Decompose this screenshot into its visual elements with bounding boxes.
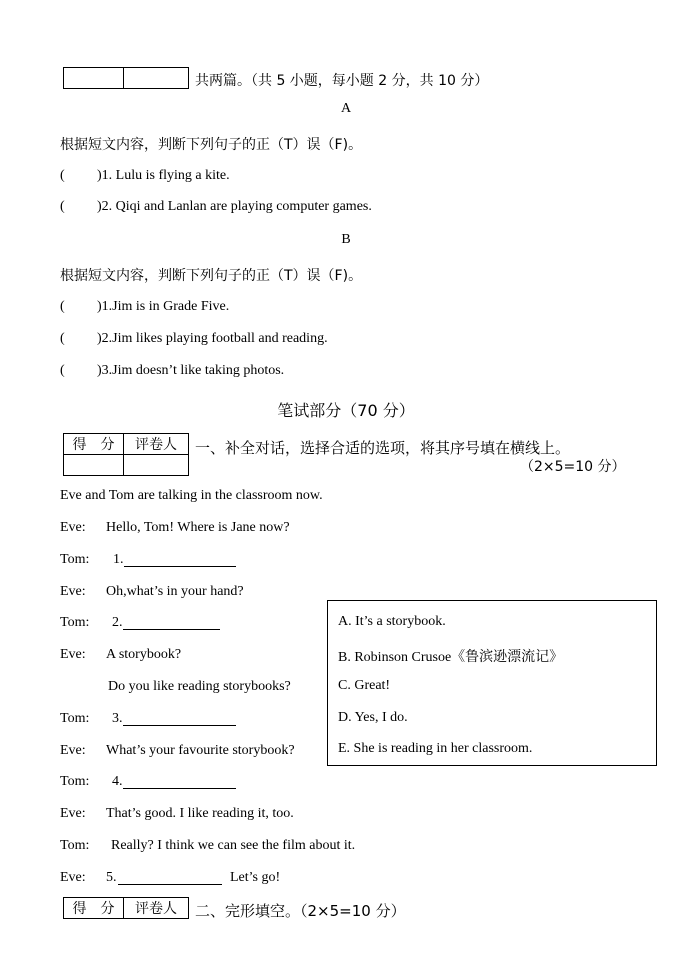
speaker: Tom: [60, 552, 90, 567]
section1-points: （2×5=10 分） [520, 459, 626, 475]
option-a: A. It’s a storybook. [338, 614, 446, 629]
option-e: E. She is reading in her classroom. [338, 741, 533, 756]
grader-label: 评卷人 [124, 898, 189, 919]
reading-header: 共两篇。（共 5 小题，每小题 2 分，共 10 分） [195, 73, 489, 89]
speaker: Tom: [60, 615, 90, 630]
speaker: Eve: [60, 743, 86, 758]
section2-title: 二、完形填空。（2×5=10 分） [195, 902, 406, 920]
passage-a-paren-1: ( [60, 168, 65, 183]
dialogue-line-12-after: Let’s go! [230, 870, 281, 885]
section1-title: 一、补全对话，选择合适的选项，将其序号填在横线上。 [195, 439, 571, 457]
score-label: 得 分 [64, 898, 124, 919]
options-box [327, 600, 657, 766]
speaker: Eve: [60, 520, 86, 535]
passage-b-paren-3: ( [60, 363, 65, 378]
speaker: Eve: [60, 647, 86, 662]
blank-2-label: 2. [112, 615, 123, 630]
score-box-section2 [63, 897, 189, 919]
blank-5-input[interactable] [118, 884, 222, 885]
dialogue-line-6: Do you like reading storybooks? [108, 679, 291, 694]
passage-a-item-2: )2. Qiqi and Lanlan are playing computer games. [97, 199, 372, 214]
passage-b-paren-1: ( [60, 299, 65, 314]
blank-1-label: 1. [113, 552, 124, 567]
passage-b-item-1: )1.Jim is in Grade Five. [97, 299, 230, 314]
passage-b-paren-2: ( [60, 331, 65, 346]
passage-b-item-2: )2.Jim likes playing football and reading. [97, 331, 328, 346]
score-cell [64, 455, 124, 476]
blank-3-input[interactable] [123, 725, 236, 726]
score-box-section1 [63, 433, 189, 476]
passage-b-instruction: 根据短文内容，判断下列句子的正（T）误（F)。 [60, 268, 363, 284]
speaker: Eve: [60, 584, 86, 599]
dialogue-line-1: Hello, Tom! Where is Jane now? [106, 520, 290, 535]
passage-b-label: B [341, 232, 351, 247]
speaker: Eve: [60, 870, 86, 885]
speaker: Tom: [60, 711, 90, 726]
passage-a-item-1: )1. Lulu is flying a kite. [97, 168, 230, 183]
score-label: 得 分 [64, 434, 124, 455]
written-title: 笔试部分（70 分） [277, 401, 415, 420]
score-cell [64, 68, 124, 89]
dialogue-line-11: Really? I think we can see the film about it. [111, 838, 356, 853]
option-c: C. Great! [338, 678, 391, 693]
blank-4-label: 4. [112, 774, 123, 789]
speaker: Eve: [60, 806, 86, 821]
blank-2-input[interactable] [123, 629, 220, 630]
dialogue-intro: Eve and Tom are talking in the classroom now. [60, 488, 323, 503]
blank-4-input[interactable] [123, 788, 236, 789]
grader-label: 评卷人 [124, 434, 189, 455]
passage-a-instruction: 根据短文内容，判断下列句子的正（T）误（F)。 [60, 137, 363, 153]
dialogue-line-10: That’s good. I like reading it, too. [106, 806, 294, 821]
blank-1-input[interactable] [124, 566, 236, 567]
dialogue-line-8: What’s your favourite storybook? [106, 743, 295, 758]
option-b: B. Robinson Crusoe《鲁滨逊漂流记》 [338, 650, 564, 665]
grader-cell [124, 455, 189, 476]
passage-a-label: A [340, 101, 352, 116]
score-box-top [63, 67, 189, 89]
dialogue-line-3: Oh,what’s in your hand? [106, 584, 244, 599]
dialogue-line-5: A storybook? [106, 647, 182, 662]
grader-cell [124, 68, 189, 89]
blank-3-label: 3. [112, 711, 123, 726]
passage-a-paren-2: ( [60, 199, 65, 214]
option-d: D. Yes, I do. [338, 710, 408, 725]
speaker: Tom: [60, 838, 90, 853]
speaker: Tom: [60, 774, 90, 789]
blank-5-label: 5. [106, 870, 117, 885]
passage-b-item-3: )3.Jim doesn’t like taking photos. [97, 363, 285, 378]
